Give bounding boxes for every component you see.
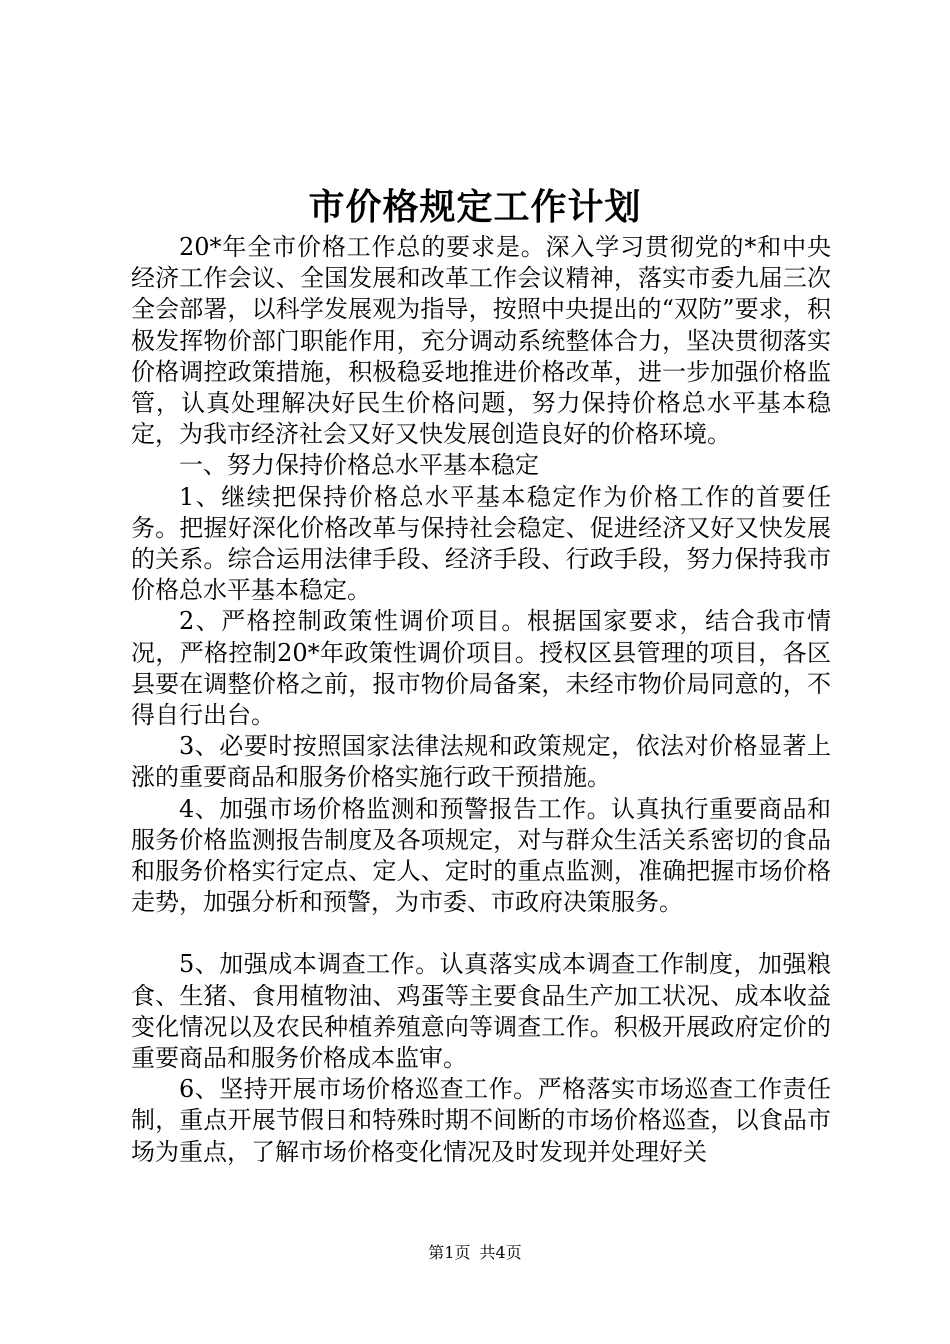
section-heading-1: 一、努力保持价格总水平基本稳定: [179, 451, 539, 480]
document-body: [131, 232, 831, 1168]
paragraph-item-1: 1、继续把保持价格总水平基本稳定作为价格工作的首要任务。把握好深化价格改革与保持社会稳定、促进经济又好又快发展的关系。综合运用法律手段、经济手段、行政手段，努力保持我市价格总水平基本稳定。: [131, 482, 831, 605]
page-footer: [0, 1241, 950, 1265]
paragraph-item-5: 5、加强成本调查工作。认真落实成本调查工作制度，加强粮食、生猪、食用植物油、鸡蛋等主要食品生产加工状况、成本收益变化情况以及农民种植养殖意向等调查工作。积极开展政府定价的重要商品和服务价格成本监审。: [131, 950, 831, 1073]
page-number: 第1页: [428, 1243, 471, 1262]
paragraph-item-2: 2、严格控制政策性调价项目。根据国家要求，结合我市情况，严格控制20*年政策性调价项目。授权区县管理的项目，各区县要在调整价格之前，报市物价局备案，未经市物价局同意的，不得自行出台。: [131, 607, 831, 730]
paragraph-item-6: 6、坚持开展市场价格巡查工作。严格落实市场巡查工作责任制，重点开展节假日和特殊时期不间断的市场价格巡查，以食品市场为重点，了解市场价格变化情况及时发现并处理好关: [131, 1075, 831, 1166]
paragraph-item-3: 3、必要时按照国家法律法规和政策规定，依法对价格显著上涨的重要商品和服务价格实施行政干预措施。: [131, 732, 831, 792]
document-title: 市价格规定工作计划: [308, 186, 642, 228]
page-total: 共4页: [479, 1243, 522, 1262]
paragraph-item-4: 4、加强市场价格监测和预警报告工作。认真执行重要商品和服务价格监测报告制度及各项规定，对与群众生活关系密切的食品和服务价格实行定点、定人、定时的重点监测，准确把握市场价格走势，加强分析和预警，为市委、市政府决策服务。: [131, 794, 831, 917]
paragraph-intro: 20*年全市价格工作总的要求是。深入学习贯彻党的*和中央经济工作会议、全国发展和改革工作会议精神，落实市委九届三次全会部署，以科学发展观为指导，按照中央提出的“双防”要求，积极发挥物价部门职能作用，充分调动系统整体合力，坚决贯彻落实价格调控政策措施，积极稳妥地推进价格改革，进一步加强价格监管，认真处理解决好民生价格问题，努力保持价格总水平基本稳定，为我市经济社会又好又快发展创造良好的价格环境。: [131, 233, 831, 449]
